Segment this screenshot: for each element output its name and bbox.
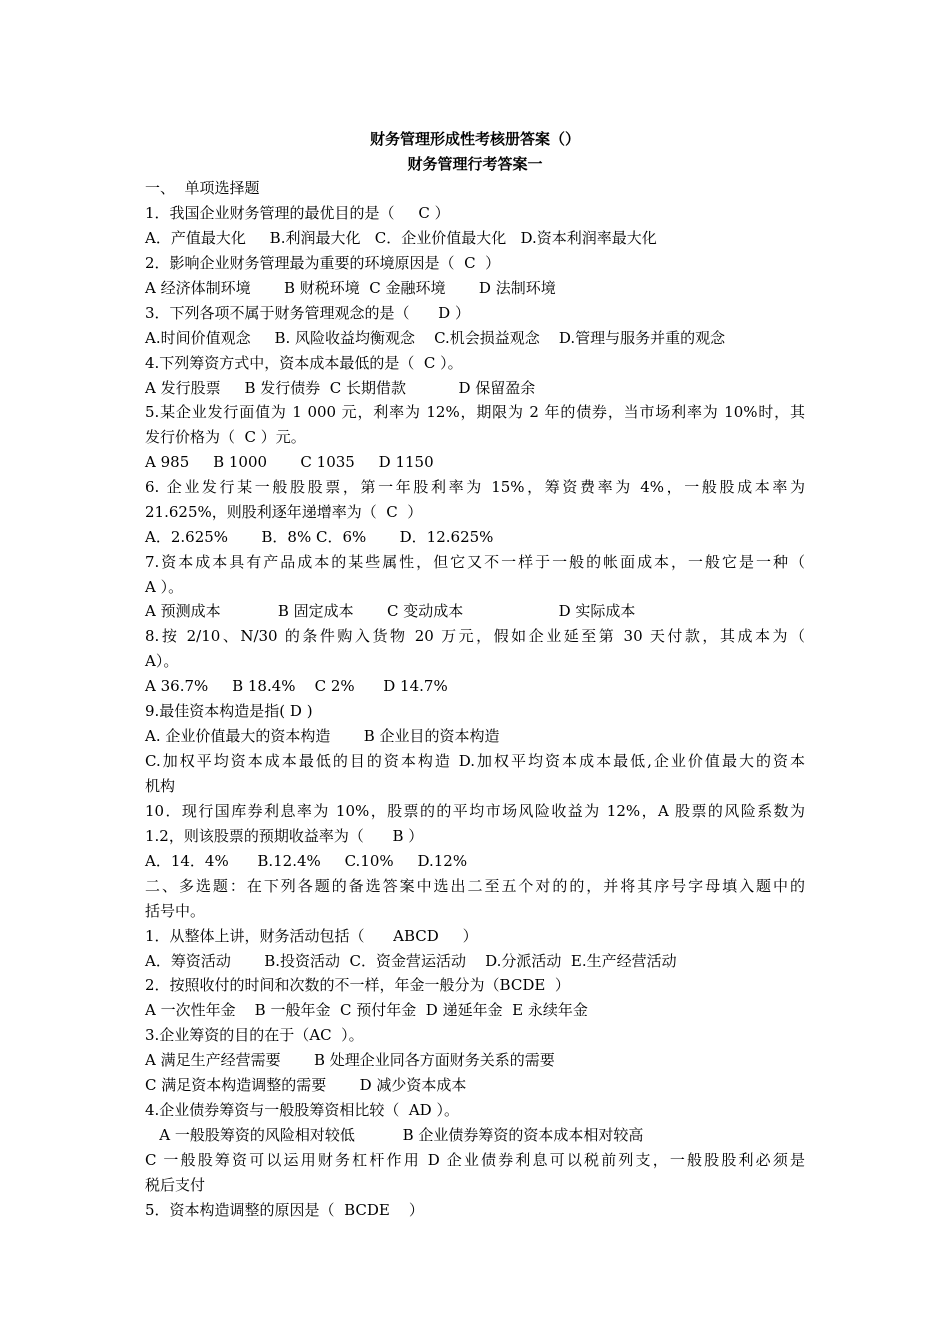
text-line: A.时间价值观念 B. 风险收益均衡观念 C.机会损益观念 D.管理与服务并重的观念: [145, 329, 726, 347]
text-line: 1．我国企业财务管理的最优目的是（ C ）: [145, 204, 450, 222]
text-line: 7.资本成本具有产品成本的某些属性，但它又不一样于一般的帐面成本，一般它是一种（: [145, 553, 805, 571]
text-line: 2．按照收付的时间和次数的不一样，年金一般分为（BCDE ）: [145, 976, 570, 994]
text-line: 8.按 2/10、N/30 的条件购入货物 20 万元，假如企业延至第 30 天付款，其成本为（: [145, 627, 805, 645]
text-line: 4.企业债券筹资与一般股筹资相比较（ AD ）。: [145, 1101, 459, 1119]
text-line: 2．影响企业财务管理最为重要的环境原因是（ C ）: [145, 254, 501, 272]
text-line: C 一般股筹资可以运用财务杠杆作用 D 企业债券利息可以税前列支，一般股股利必须是: [145, 1151, 805, 1169]
text-line: 3．下列各项不属于财务管理观念的是（ D ）: [145, 304, 470, 322]
text-line: A．14．4% B.12.4% C.10% D.12%: [145, 852, 468, 870]
text-line: C.加权平均资本成本最低的目的资本构造 D.加权平均资本成本最低,企业价值最大的资本: [145, 752, 805, 770]
text-line: A 预测成本 B 固定成本 C 变动成本 D 实际成本: [145, 602, 636, 620]
text-line: 21.625%，则股利逐年递增率为（ C ）: [145, 503, 423, 521]
text-line: A．筹资活动 B.投资活动 C．资金营运活动 D.分派活动 E.生产经营活动: [145, 952, 677, 970]
text-line: A 满足生产经营需要 B 处理企业同各方面财务关系的需要: [145, 1051, 555, 1069]
text-line: 6. 企业发行某一般股股票，第一年股利率为 15%，筹资费率为 4%，一般股成本率为: [145, 478, 805, 496]
text-line: A 一次性年金 B 一般年金 C 预付年金 D 递延年金 E 永续年金: [145, 1001, 588, 1019]
text-line: 发行价格为（ C ）元。: [145, 428, 306, 446]
text-line: A．2.625% B．8% C．6% D．12.625%: [145, 528, 494, 546]
text-line: A）。: [145, 652, 179, 670]
text-line: 5.某企业发行面值为 1 000 元，利率为 12%，期限为 2 年的债券，当市场利率为 10%时，其: [145, 403, 805, 421]
text-line: 一、 单项选择题: [145, 179, 260, 197]
text-line: 1．从整体上讲，财务活动包括（ ABCD ）: [145, 927, 478, 945]
text-line: C 满足资本构造调整的需要 D 减少资本成本: [145, 1076, 467, 1094]
text-line: 税后支付: [145, 1176, 206, 1194]
text-line: A 985 B 1000 C 1035 D 1150: [145, 453, 434, 471]
text-line: A ）。: [145, 578, 184, 596]
text-line: A 发行股票 B 发行债券 C 长期借款 D 保留盈余: [145, 379, 536, 397]
text-line: 1.2，则该股票的预期收益率为（ B ）: [145, 827, 424, 845]
text-line: 括号中。: [145, 902, 206, 920]
text-line: 机构: [145, 777, 176, 795]
document-subtitle: 财务管理行考答案一: [407, 155, 543, 173]
text-line: 4.下列筹资方式中，资本成本最低的是（ C ）。: [145, 354, 463, 372]
document-title: 财务管理形成性考核册答案（）: [369, 130, 580, 148]
text-line: A 36.7% B 18.4% C 2% D 14.7%: [145, 677, 448, 695]
text-line: 9.最佳资本构造是指( D ): [145, 702, 313, 720]
text-line: 二、多选题：在下列各题的备选答案中选出二至五个对的的，并将其序号字母填入题中的: [145, 877, 805, 895]
text-line: A. 企业价值最大的资本构造 B 企业目的资本构造: [145, 727, 500, 745]
text-line: A 一般股筹资的风险相对较低 B 企业债券筹资的资本成本相对较高: [145, 1126, 644, 1144]
text-line: 5．资本构造调整的原因是（ BCDE ）: [145, 1201, 424, 1219]
text-line: A．产值最大化 B.利润最大化 C．企业价值最大化 D.资本利润率最大化: [145, 229, 657, 247]
text-line: 10．现行国库券利息率为 10%，股票的的平均市场风险收益为 12%，A 股票的风险系数为: [145, 802, 805, 820]
text-line: 3.企业筹资的目的在于（AC ）。: [145, 1026, 364, 1044]
text-line: A 经济体制环境 B 财税环境 C 金融环境 D 法制环境: [145, 279, 556, 297]
